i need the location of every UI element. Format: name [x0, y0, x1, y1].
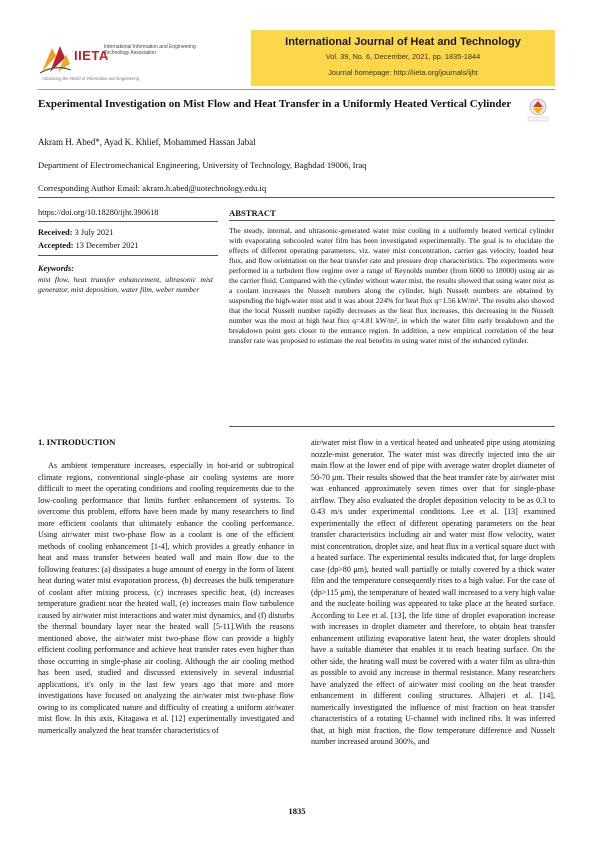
- keywords-label: Keywords:: [38, 264, 74, 273]
- section-heading-introduction: 1. INTRODUCTION: [38, 437, 116, 447]
- iieta-emblem-icon: [38, 42, 72, 76]
- accepted-value: 13 December 2021: [75, 241, 139, 250]
- author-list: Akram H. Abed*, Ayad K. Khlief, Mohammed Hassan Jabal: [38, 137, 256, 147]
- journal-homepage-link[interactable]: Journal homepage: http://iieta.org/journals/ijht: [328, 68, 478, 77]
- corresponding-author: Corresponding Author Email: akram.h.abed@uotechnology.edu.iq: [38, 183, 267, 193]
- publisher-logo: [38, 40, 196, 84]
- article-title: Experimental Investigation on Mist Flow and Heat Transfer in a Uniformly Heated Vertical Cylinder: [38, 98, 512, 110]
- header-divider: [38, 89, 555, 90]
- affiliation: Department of Electromechanical Engineering, University of Technology, Baghdad 19006, Iraq: [38, 160, 367, 170]
- volume-info: Vol. 39, No. 6, December, 2021, pp. 1835-1844: [325, 52, 481, 61]
- org-tagline: Advancing the World of Information and Engineering: [42, 76, 140, 81]
- accepted-date: [38, 241, 139, 250]
- page-number: 1835: [288, 806, 306, 816]
- received-date: [38, 228, 113, 237]
- body-text-left-column: As ambient temperature increases, especially in hot-arid or subtropical climate regions, conventional single-phase air cooling systems are more difficult to meet the operating conditions and cooling requirements due to the low-cooling performance that limits further enhancement of systems. To overcome this problem, efforts have been made by many researchers to find more efficient coolants that ultimately enhance the cooling performance. Using air/water mist two-phase flow as a coolant is one of the efficient methods of cooling enhancement [1-4], which provides a greatly enhance in heat and mass transfer between heated wall and main flow due to the following features: (a) dissipates a huge amount of energy in the form of latent heat during water mist evaporation process, (b) decreases the bulk temperature of coolant after mixing process, (c) increases specific heat, (d) increases temperature gradient near the heated wall, (e) increases main flow turbulence caused by air/water mist interactions and water mist dynamics, and (f) disturbs the thermal boundary layer near the heated wall [5-11].With the reasons mentioned above, the air/water mist two-phase flow can provide a highly efficient cooling performance and achieve heat transfer rates even higher than those occurring in single-phase air cooling. Although the air cooling method has been used, studied and discussed extensively in several industrial applications, it's only in the last few years ago that more and more investigations have focused on analyzing the air/water mist two-phase flow owing to its complicated nature and difficulty of creating a uniform air/water mist flow. In this axis, Kitagawa et al. [12] experimentally investigated and numerically analyzed the heat transfer characteristics of: [38, 461, 294, 735]
- abstract-divider-top: [229, 220, 555, 221]
- org-name: International Information and Engineering Technology Association: [104, 44, 196, 56]
- abstract-heading: ABSTRACT: [229, 208, 276, 218]
- title-divider: [38, 197, 555, 198]
- keywords-list: mist flow, heat transfer enhancement, ultrasonic mist generator, mist deposition, water film, weber number: [38, 275, 213, 294]
- journal-title: International Journal of Heat and Technology: [285, 36, 521, 48]
- check-for-updates-icon[interactable]: [526, 97, 550, 123]
- journal-banner: [251, 30, 555, 86]
- meta-divider-1: [38, 221, 218, 222]
- accepted-label: Accepted:: [38, 241, 74, 250]
- abstract-divider-bottom: [229, 426, 555, 427]
- body-text-right-column: air/water mist flow in a vertical heated and unheated pipe using atomizing nozzle-mist generator. The water mist was directly injected into the air main flow at the lower end of pipe with average water droplet diameter of 50-70 μm. Their results showed that the heat transfer rate by air/water mist was enhanced approximately seven times over that for single-phase airflow. They also evaluated the droplet deposition velocity to be as 0.3 to 0.43 m/s under experimental conditions. Lee et al. [13] examined experimentally the effect of different operating parameters on the heat transfer characteristics including air and water mist flow velocity, water mist concentration, droplet size, and heat flux in a vertical square duct with a heated surface. The experimental results indicated that, for large droplets case (dp>80 μm), heated wall partially or totally covered by a thick water film and the temperature consequently rises to a high value. For the case of (dp>115 μm), the temperature of heated wall increased to a very high value and the nucleate boiling was appeared to take place at the heated surface. According to Lee et al. [13], the life time of droplet evaporation increase with increases in droplet diameter and therefore, to obtain heat transfer enhancement utilizing evaporative latent heat, the water droplets should have a suitable diameter that enables it to reach heating surface. On the other side, the heating wall must be covered with a water film as ultra-thin as possible to avoid any increase in thermal resistance. Many researchers have analyzed the effect of air/water mist cooling on the heat transfer enhancement in different cooling structures. Alhajeri et al. [14], numerically investigated the influence of mist fraction on heat transfer characteristics of a rotating U-channel with inclined ribs. It was inferred that, at high mist fraction, the flow temperature difference and Nusselt number increased around 300%, and: [311, 438, 555, 746]
- received-label: Received:: [38, 228, 73, 237]
- doi-link[interactable]: https://doi.org/10.18280/ijht.390618: [38, 208, 159, 217]
- brand-name: IIETA: [74, 48, 109, 63]
- abstract-text: The steady, internal, and ultrasonic-generated water mist cooling in a uniformly heated vertical cylinder with evaporating subcooled water film has been investigated experimentally. The goal is to elucidate the effects of different operating parameters, viz. water mist concentration, carrier gas velocity, loaded heat flux, and flow orientation on the heat transfer rate and pressure drop characteristics. The experiments were performed in a turbulent flow regime over a range of Reynolds number (from 6000 to 18000) using air as the carrier fluid. Compared with the cylinder without water mist, the results showed that using water mist as a coolant increases the Nusselt numbers along the cylinder, high Nusselt numbers are obtained by suspending the high-water mist and it was about 224% for heat flux q=1.56 kW/m². The results also showed that the local Nusselt number rapidly decreases as the heat flux increases, this decreasing in the Nusselt number was the most at high heat flux q=4.81 kW/m², in which the water film early breakdown and the breakdown point gets closer to the entrance region. In addition, a new empirical correlation of the heat transfer rate was proposed to estimate the real benefits in using water mist of the enhanced cylinder.: [229, 226, 554, 345]
- meta-divider-2: [38, 255, 218, 256]
- received-value: 3 July 2021: [74, 228, 114, 237]
